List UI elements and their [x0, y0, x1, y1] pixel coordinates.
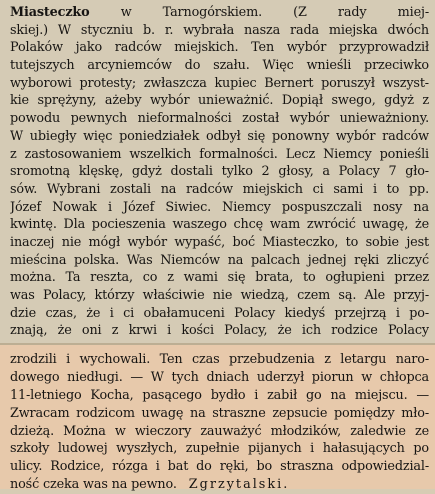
- article-line: sów. Wybrani zostali na radców miejskich ci sami i to pp.: [10, 181, 429, 197]
- article-line: zrodzili i wychowali. Ten czas przebudzenia z letargu naro-: [10, 352, 429, 367]
- article-line: dzie czas, że i ci obałamuceni Polacy kiedyś przejrzą i po-: [10, 305, 429, 321]
- article-line: powodu pewnych nieformalności został wybór unieważniony.: [10, 111, 429, 127]
- article-line: skiej.) W styczniu b. r. wybrała nasza rada miejska dwóch: [10, 22, 429, 38]
- article-line: dowego niedługi. — W tych dniach uderzył piorun w chłopca: [10, 369, 429, 385]
- article-line: kwintę. Dla pocieszenia waszego chcę wam zwrócić uwagę, że: [10, 217, 429, 233]
- article-line: Józef Nowak i Józef Siwiec. Niemcy pospuszczali nosy na: [10, 199, 429, 215]
- article-line: tutejszych arcyniemców do szału. Więc wnieśli przeciwko: [10, 58, 429, 74]
- article-line: Zwracam rodzicom uwagę na straszne zepsucie pomiędzy mło-: [10, 405, 429, 421]
- article-line: znają, że oni z krwi i kości Polacy, że ich rodzice Polacy: [10, 323, 429, 339]
- article-line: Polaków jako radców miejskich. Ten wybór przyprowadził: [10, 40, 429, 56]
- article-closing-text: ność czeka was na pewno.: [10, 477, 177, 493]
- article-line: można. Ta reszta, co z wami się brata, to ogłupieni przez: [10, 270, 429, 286]
- article-line: inaczej nie mógł wybór wypaść, boć Miasteczko, to sobie jest: [10, 234, 429, 250]
- article-signature: Zgrzytalski.: [188, 477, 290, 493]
- article-line: wyborowi protesty; zwłaszcza kupiec Bernert poruszył wszyst-: [10, 75, 429, 91]
- article-line: kie sprężyny, ażeby wybór unieważnić. Dopiął swego, gdyż z: [10, 93, 429, 109]
- article-heading-line: [10, 4, 429, 22]
- article-lower-section: [0, 345, 435, 493]
- article-line: dzieżą. Można w wieczory zauważyć młodzików, zaledwie ze: [10, 423, 429, 439]
- article-line: szkoły ludowej wyszłych, zupełnie pijanych i hałasujących po: [10, 441, 429, 457]
- article-line: mieścina polska. Was Niemców na palcach jednej ręki zliczyć: [10, 252, 429, 268]
- article-town-heading: Miasteczko: [10, 5, 90, 20]
- article-line: z zastosowaniem wszelkich formalności. Lecz Niemcy ponieśli: [10, 146, 429, 162]
- article-line: sromotną klęskę, gdyż dostali tylko 2 głosy, a Polacy 7 gło-: [10, 164, 429, 180]
- article-line: was Polacy, którzy właściwie nie wiedzą, czem są. Ale przyj-: [10, 288, 429, 303]
- article-closing-line: [10, 476, 429, 494]
- article-line: 11-letniego Kocha, pasącego bydło i zabił go na miejscu. —: [10, 387, 429, 403]
- article-line: W ubiegły więc poniedziałek odbył się ponowny wybór radców: [10, 128, 429, 144]
- article-line: ulicy. Rodzice, rózga i bat do ręki, bo straszna odpowiedzial-: [10, 459, 429, 475]
- article-heading-text: w Tarnogórskiem. (Z rady miej-: [89, 5, 429, 20]
